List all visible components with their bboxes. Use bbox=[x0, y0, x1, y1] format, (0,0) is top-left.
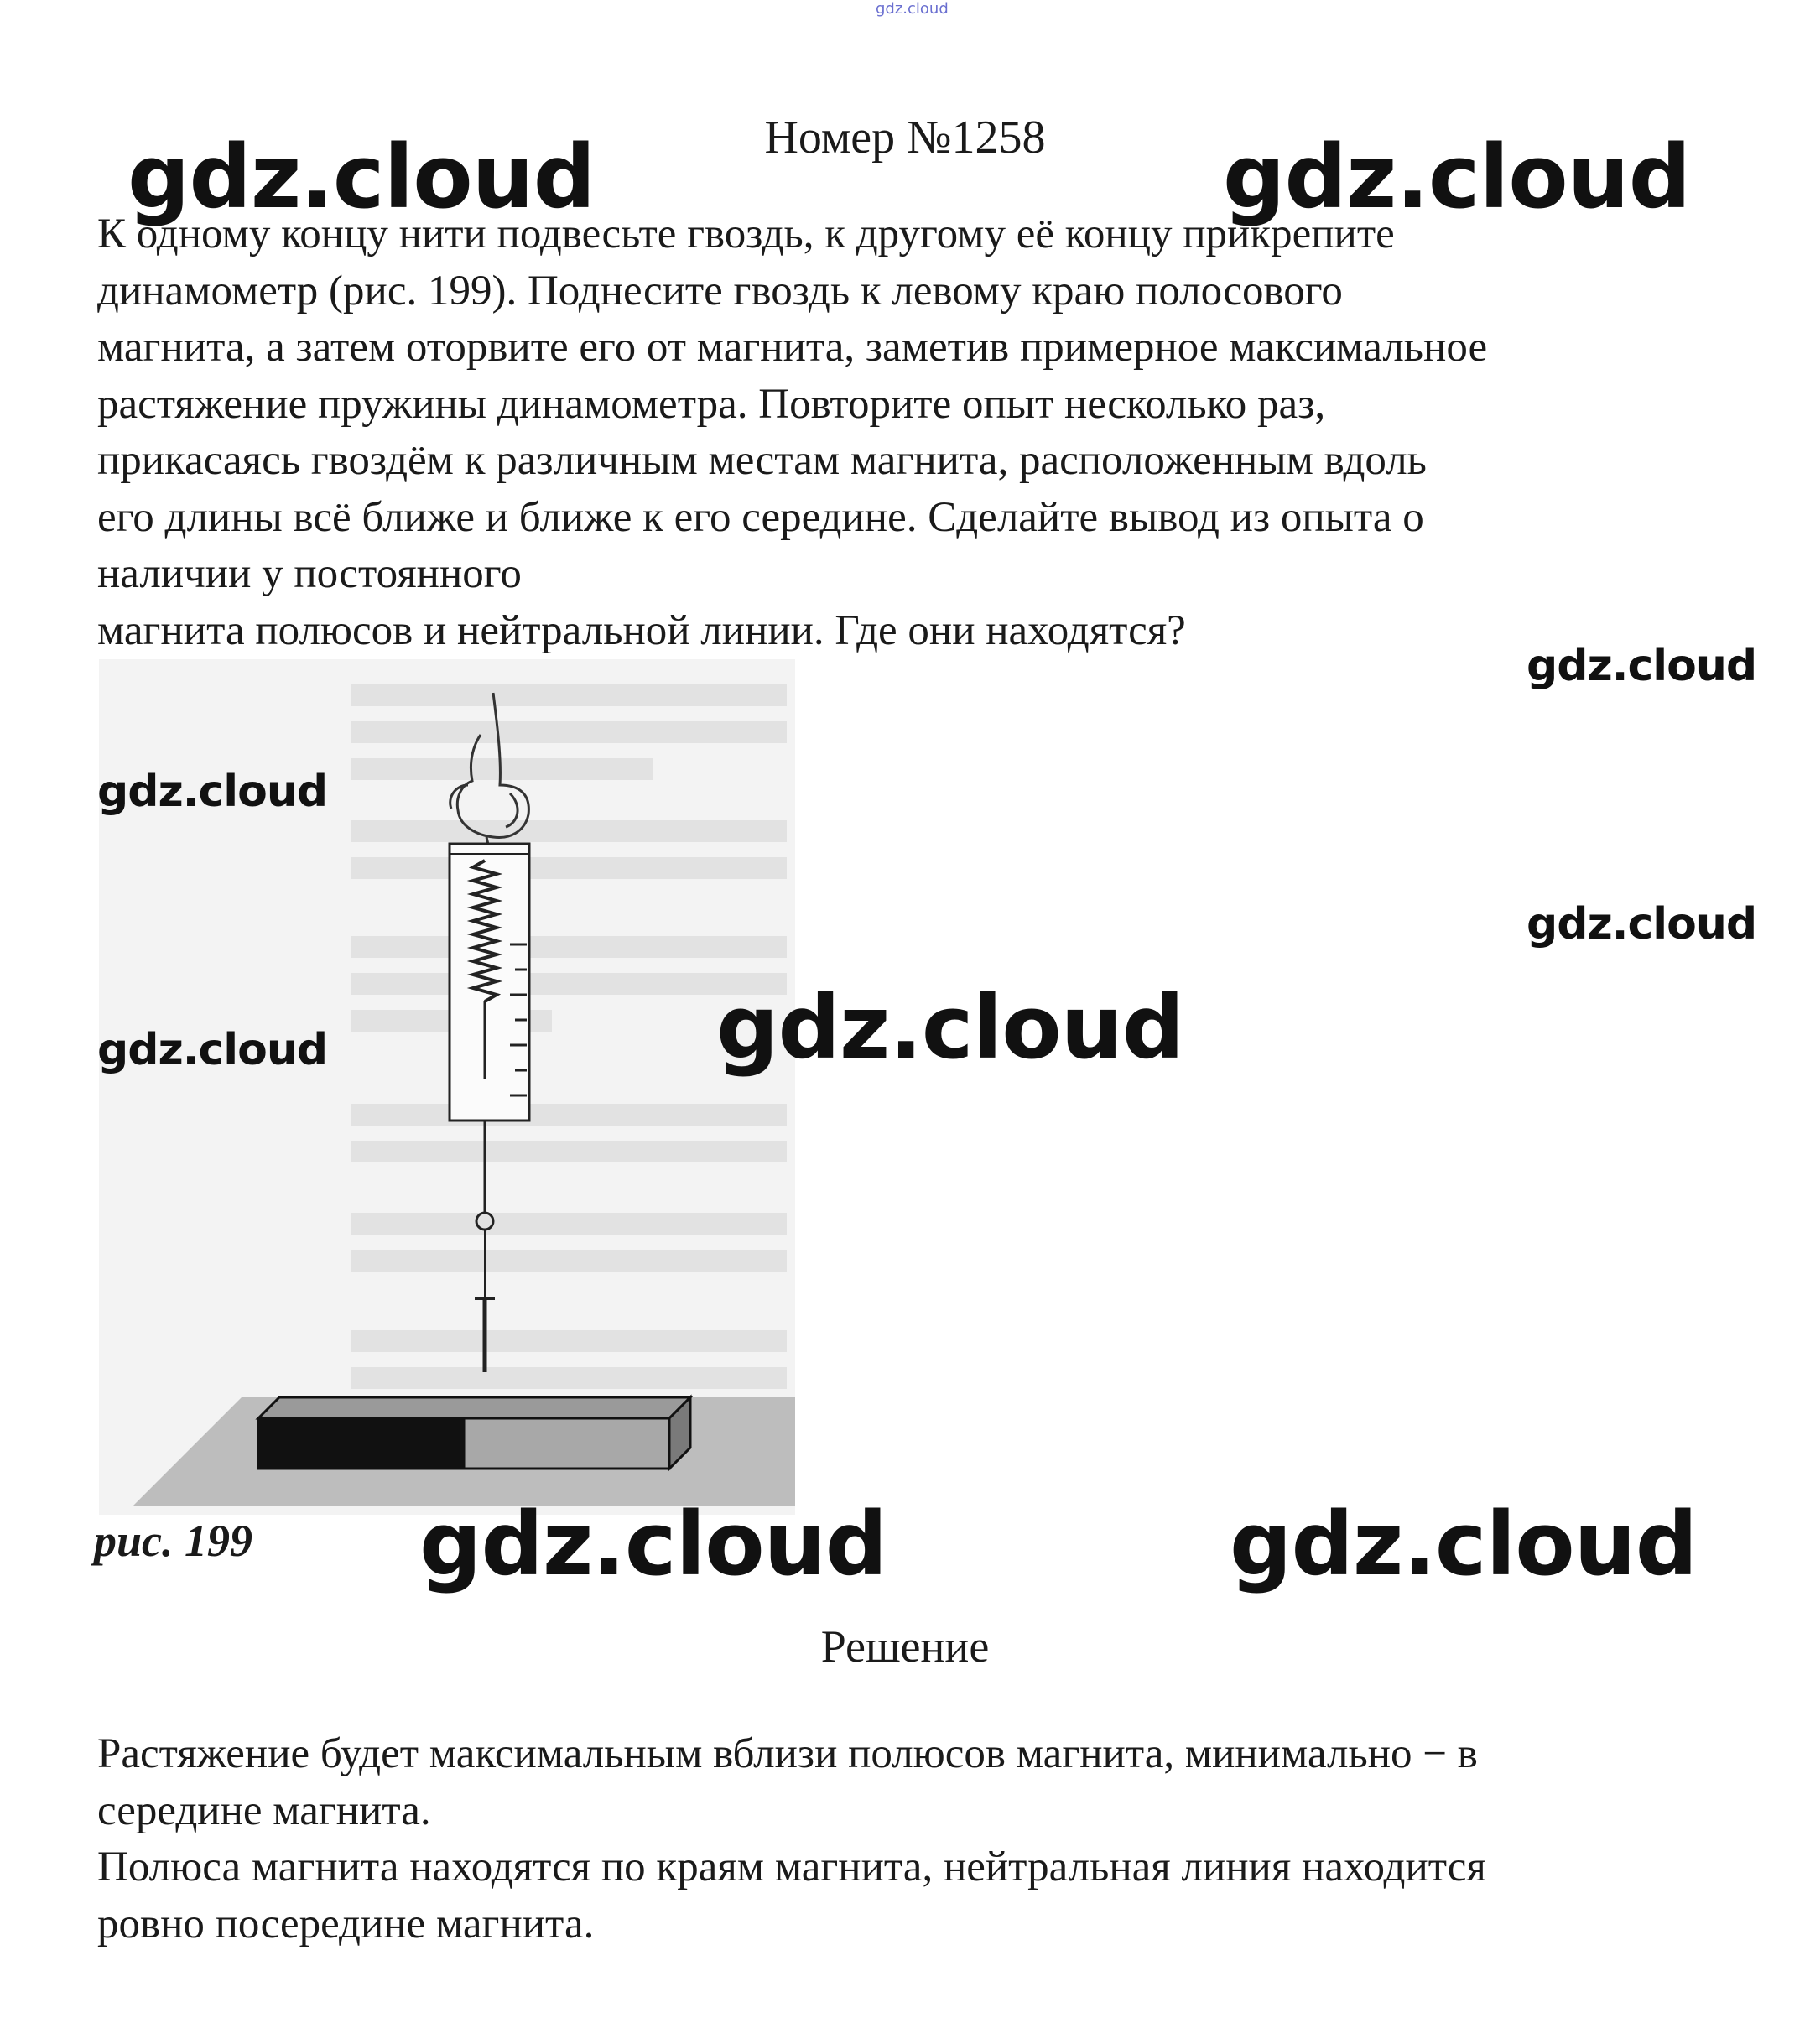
watermark: gdz.cloud bbox=[1527, 899, 1757, 949]
task-line: прикасаясь гвоздём к различным местам магнита, расположенным вдоль bbox=[97, 437, 1427, 484]
figure-caption: рис. 199 bbox=[94, 1516, 252, 1566]
solution-line: ровно посередине магнита. bbox=[97, 1900, 595, 1948]
watermark: gdz.cloud bbox=[1527, 641, 1757, 691]
watermark: gdz.cloud bbox=[716, 976, 1184, 1079]
watermark: gdz.cloud bbox=[419, 1493, 887, 1595]
solution-line: середине магнита. bbox=[97, 1787, 431, 1834]
task-line: динамометр (рис. 199). Поднесите гвоздь к левому краю полосового bbox=[97, 267, 1343, 315]
solution-heading: Решение bbox=[820, 1621, 990, 1672]
solution-line: Растяжение будет максимальным вблизи полюсов магнита, минимально − в bbox=[97, 1730, 1478, 1777]
watermark: gdz.cloud bbox=[1230, 1493, 1698, 1595]
top-watermark: gdz.cloud bbox=[876, 0, 949, 18]
watermark: gdz.cloud bbox=[127, 126, 596, 228]
task-line: магнита, а затем оторвите его от магнита, заметив примерное максимальное bbox=[97, 324, 1488, 371]
task-line: наличии у постоянного bbox=[97, 550, 522, 597]
solution-text bbox=[97, 1726, 1766, 1953]
page-title: Номер №1258 bbox=[764, 112, 1046, 164]
watermark: gdz.cloud bbox=[1223, 126, 1691, 228]
task-line: магнита полюсов и нейтральной линии. Где они находятся? bbox=[97, 606, 1186, 654]
task-line: растяжение пружины динамометра. Повторите опыт несколько раз, bbox=[97, 380, 1326, 428]
task-text bbox=[97, 206, 1750, 659]
task-line: К одному концу нити подвесьте гвоздь, к другому её концу прикрепите bbox=[97, 211, 1395, 257]
task-line: его длины всё ближе и ближе к его середине. Сделайте вывод из опыта о bbox=[97, 493, 1424, 541]
watermark: gdz.cloud bbox=[97, 767, 328, 817]
watermark: gdz.cloud bbox=[97, 1025, 328, 1075]
solution-line: Полюса магнита находятся по краям магнита, нейтральная линия находится bbox=[97, 1844, 1486, 1891]
